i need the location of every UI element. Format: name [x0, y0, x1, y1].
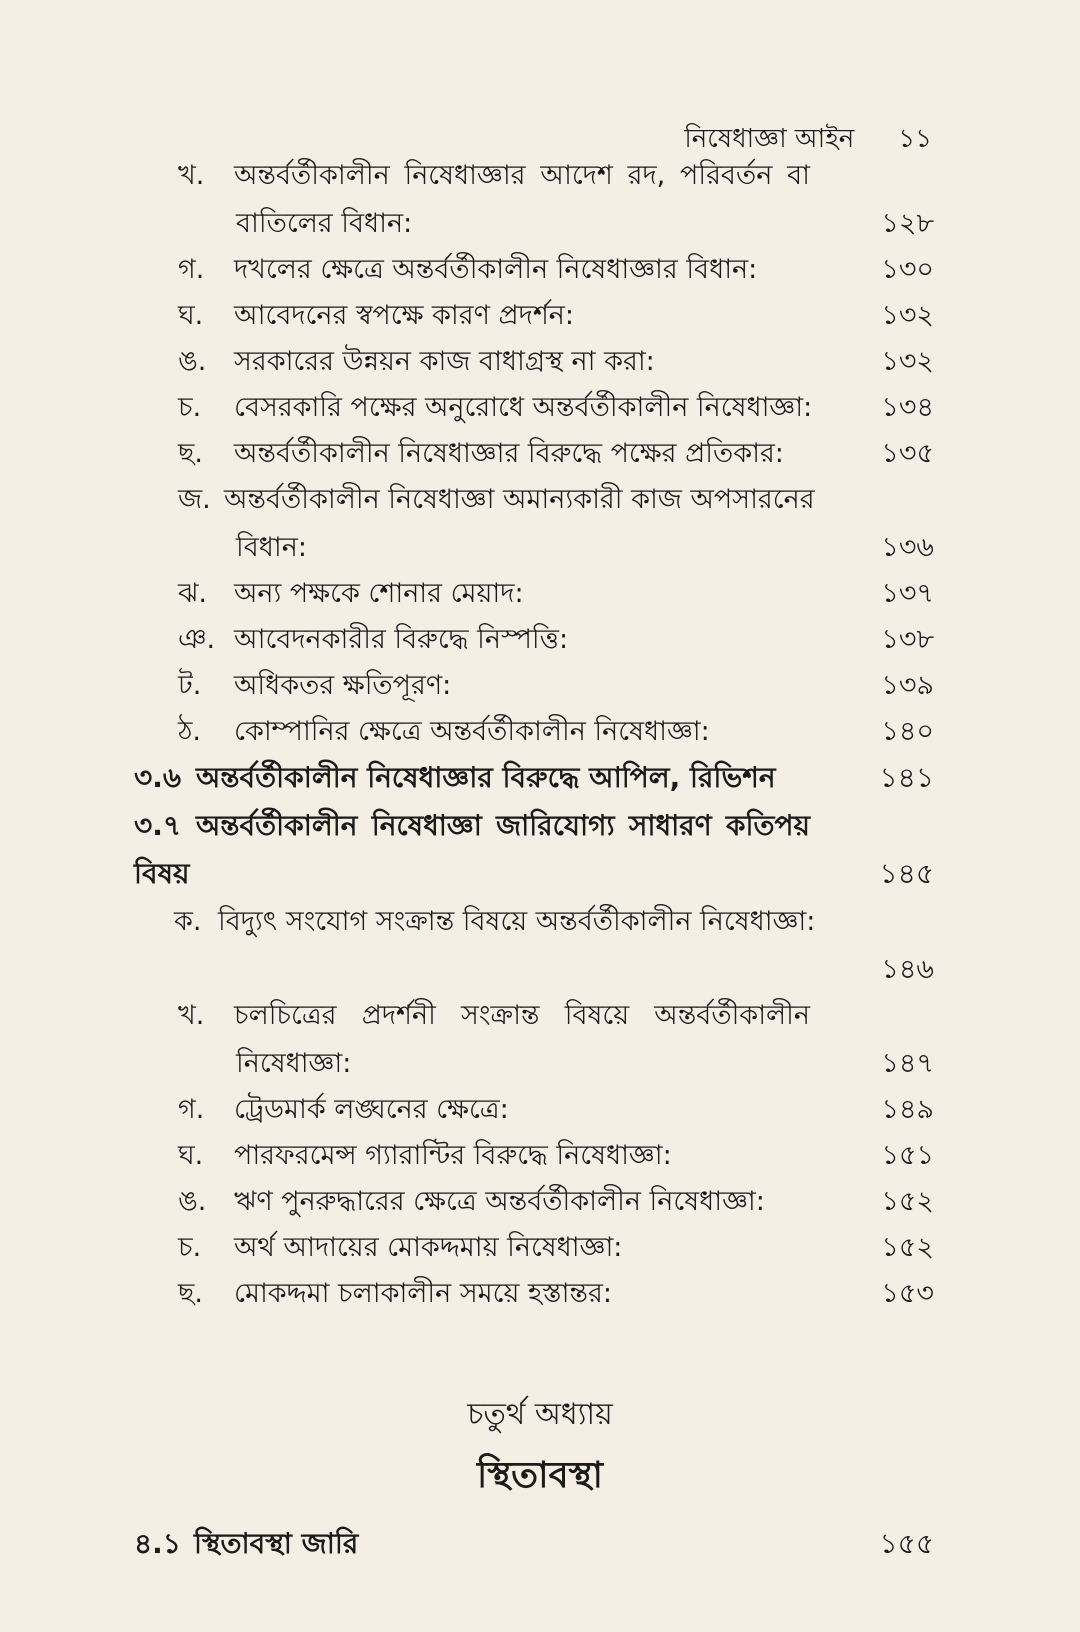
chapter-label: চতুর্থ অধ্যায় [467, 1397, 613, 1432]
chapter-title: স্থিতাবস্থা [477, 1455, 603, 1496]
running-head [684, 118, 932, 162]
page-number: ১১ [898, 124, 932, 154]
book-page: নিষেধাজ্ঞা আইন ১১ খ. অন্তর্বর্তীকালীন নিষেধাজ্ঞার আদেশ রদ, পরিবর্তন বা বাতিলের বিধান: ১২৮ গ. দখলের ক্ষেত্রে অন্তর্বর্তীকালীন নিষেধাজ্ঞার বিধান: ১৩০ ঘ. আবেদনের স্বপক্ষে কারণ প্রদর্শন: ১৩২ ঙ. সরকারের উন্নয়ন কাজ বাধাগ্রস্থ না করা: ১৩২ চ. বেসরকারি পক্ষের অনুরোধে অন্তর্বর্তীকালীন নিষেধাজ্ঞা: ১৩৪ ছ. অন্তর্বর্তীকালীন নিষেধাজ্ঞার বিরুদ্ধে পক্ষের প্রতিকার: ১৩৫ জ. অন্তর্বর্তীকালীন নিষেধাজ্ঞা অমান্যকারী কাজ অপসারনের বিধান: ১৩৬ ঝ. অন্য পক্ষকে শোনার মেয়াদ: ১৩৭ ঞ. আবেদনকারীর বিরুদ্ধে নিস্পত্তি: ১৩৮ ট. অধিকতর ক্ষতিপূরণ: ১৩৯ ঠ. কোম্পানির ক্ষেত্রে অন্তর্বর্তীকালীন নিষেধাজ্ঞা: ১৪০ ৩.৬ অন্তর্বর্তীকালীন নিষেধাজ্ঞার বিরুদ্ধে আপিল, রিভিশন ১৪১ ৩.৭ অন্তর্বর্তীকালীন নিষেধাজ্ঞা জারিযোগ্য সাধারণ কতিপয় বিষয় ১৪৫ ক. বিদ্যুৎ সংযোগ সংক্রান্ত বিষয়ে অন্তর্বর্তীকালীন নিষেধাজ্ঞা: ১৪৬ খ. চলচিত্রের প্রদর্শনী সংক্রান্ত বিষয়ে অন্তর্বর্তীকালীন নিষেধাজ্ঞা: ১৪৭ গ. ট্রেডমার্ক লঙ্ঘনের ক্ষেত্রে: ১৪৯ ঘ. পারফরমেন্স গ্যারান্টির বিরুদ্ধে নিষেধাজ্ঞা: ১৫১ ঙ. ঋণ পুনরুদ্ধারের ক্ষেত্রে অন্তর্বর্তীকালীন নিষেধাজ্ঞা: ১৫২ চ. অর্থ আদায়ের মোকদ্দমায় নিষেধাজ্ঞা: ১৫২ ছ. মোকদ্দমা চলাকালীন সময়ে হস্তান্তর: ১৫৩ ৪.১ স্থিতাবস্থা জারি ১৫৫ চতুর্থ অধ্যায় স্থিতাবস্থা [0, 0, 1080, 1632]
running-title: নিষেধাজ্ঞা আইন [684, 124, 855, 154]
